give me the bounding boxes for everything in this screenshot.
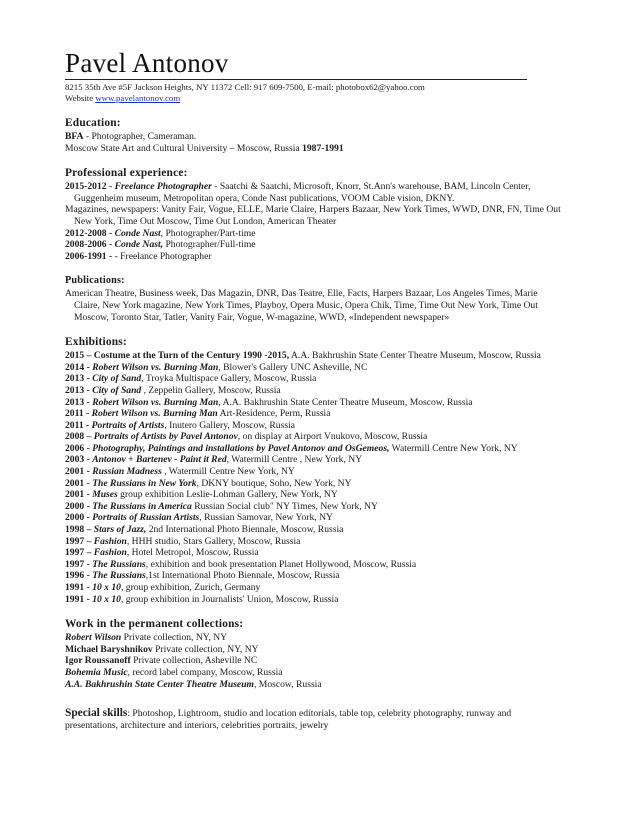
website-line — [65, 93, 565, 104]
resume-page — [65, 48, 565, 731]
publications-title: Publications: — [65, 275, 125, 287]
body-text: 2nd International Photo Biennale, Moscow, Russia — [146, 524, 344, 536]
emphasis-text: 1997 - — [65, 558, 93, 570]
applicant-name: Pavel Antonov — [65, 48, 229, 78]
entry-line — [65, 570, 565, 582]
body-text: Photographer/Full-time — [163, 239, 256, 251]
emphasis-text: 2012-2008 - — [65, 227, 115, 239]
body-text: , exhibition and book presentation Planet Hollywood, Moscow, Russia — [145, 558, 417, 570]
emphasis-text: 2015-2012 - — [65, 181, 115, 193]
emphasis-text: Robert Wilson vs. Burning Man — [92, 396, 219, 408]
entry-line — [65, 667, 565, 679]
body-text: , on display at Airport Vnukovo, Moscow, Russia — [237, 431, 428, 443]
body-text: , Zeppelin Gallery, Moscow, Russia — [141, 384, 281, 396]
entry-line — [65, 501, 565, 513]
experience-section — [65, 166, 565, 262]
entry-line — [65, 466, 565, 478]
emphasis-text: 2006-1991 - — [65, 250, 113, 262]
collections-title: Work in the permanent collections: — [65, 618, 244, 631]
emphasis-text: Michael Baryshnikov — [65, 643, 153, 655]
entry-line — [65, 582, 565, 594]
emphasis-text: 1991 - — [65, 593, 93, 605]
entry-line — [65, 431, 565, 443]
emphasis-text: 2006 - — [65, 442, 93, 454]
emphasis-text: A.A. Bakhrushin State Center Theatre Museum — [65, 678, 254, 690]
emphasis-text: 2013 - — [65, 373, 93, 385]
emphasis-text: City of Sand — [92, 384, 142, 396]
entry-line — [65, 288, 565, 323]
emphasis-text: 2001 - — [65, 489, 93, 501]
website-link[interactable]: www.pavelantonov.com — [95, 93, 181, 103]
body-text: , A.A. Bakhrushin State Center Theatre Museum, Moscow, Russia — [218, 396, 473, 408]
body-text: Moscow State Art and Cultural University – Moscow, Russia — [65, 142, 303, 154]
body-text: - Photographer, Cameraman. — [83, 131, 197, 142]
body-text: Private collection, NY, NY — [152, 643, 259, 655]
entry-line — [65, 131, 565, 143]
body-text: Art-Residence, Perm, Russia — [217, 408, 331, 420]
entry-line — [65, 443, 565, 455]
emphasis-text: 2011 - — [65, 419, 92, 431]
emphasis-text: Russian Madness — [92, 466, 162, 478]
emphasis-text: Stars of Jazz, — [93, 524, 147, 536]
emphasis-text: The Russians in New York — [92, 477, 197, 489]
emphasis-text: Photography, Paintings and installations by Pavel Antonov and OsGemeos, — [92, 442, 390, 454]
emphasis-text: 10 x 10 — [92, 593, 121, 605]
body-text: , Watermill Centre New York, NY — [161, 466, 295, 478]
body-text: , Hotel Metropol, Moscow, Russia — [126, 547, 259, 559]
emphasis-text: 2008 – — [65, 431, 94, 443]
body-text: - Freelance Photographer — [112, 250, 212, 262]
entry-line — [65, 373, 565, 385]
emphasis-text: 2014 - — [65, 361, 93, 373]
entry-line — [65, 251, 565, 263]
entry-line — [65, 454, 565, 466]
entry-line — [65, 362, 565, 374]
emphasis-text: Conde Nast — [114, 227, 161, 239]
emphasis-text: Fashion — [93, 535, 127, 547]
entry-line — [65, 397, 565, 409]
education-section — [65, 116, 565, 154]
body-text: American Theatre, Business week, Das Magazin, DNR, Das Teatre, Elle, Facts, Harpers Bazaar, Los Angeles Times, Marie Claire, New York magazine, New York Times, Playboy, Opera Music, Opera Chik, Time, Time Out New York, Time Out Moscow, Toronto Star, Tatler, Vanity Fair, Vogue, W-magazine, WWD, «Independent newspaper» — [65, 288, 538, 323]
exhibitions-title: Exhibitions: — [65, 336, 127, 349]
emphasis-text: Igor Roussanoff — [65, 655, 131, 667]
entry-line — [65, 181, 565, 204]
emphasis-text: City of Sand — [92, 373, 142, 385]
body-text: , Troyka Multispace Gallery, Moscow, Russia — [141, 373, 317, 385]
emphasis-text: Conde Nast, — [114, 239, 164, 251]
entry-line — [65, 559, 565, 571]
entry-line — [65, 385, 565, 397]
entry-line — [65, 489, 565, 501]
entry-line — [65, 632, 565, 644]
emphasis-text: The Russians — [92, 570, 146, 582]
skills-section — [65, 708, 565, 731]
body-text: , Watermill Centre , New York, NY — [226, 454, 363, 466]
entry-line — [65, 408, 565, 420]
publications-lines — [65, 288, 565, 323]
emphasis-text: 2000 - — [65, 500, 93, 512]
education-title: Education: — [65, 117, 121, 129]
body-text: , Moscow, Russia — [254, 678, 322, 690]
emphasis-text: 10 x 10 — [92, 582, 121, 593]
entry-line — [65, 420, 565, 432]
entry-line — [65, 547, 565, 559]
entry-line — [65, 536, 565, 548]
emphasis-text: 1997 – — [65, 547, 94, 559]
body-text: Private collection, Asheville NC — [130, 655, 258, 667]
publications-section — [65, 274, 565, 323]
contact-info: 8215 35th Ave #5F Jackson Heights, NY 11372 Cell: 917 609-7500, E-mail: photobox62@yahoo.com — [65, 82, 425, 92]
body-text: A.A. Bakhrushin State Center Theatre Museum, Moscow, Russia — [289, 350, 541, 362]
body-text: , HHH studio, Stars Gallery, Moscow, Russia — [126, 535, 301, 547]
emphasis-text: The Russians — [92, 558, 146, 570]
exhibitions-section — [65, 335, 565, 605]
name-underline — [65, 48, 527, 80]
website-label: Website — [65, 93, 96, 103]
body-text: , Russian Samovar, New York, NY — [199, 512, 333, 524]
entry-line — [65, 204, 565, 227]
body-text: ,1st International Photo Biennale, Moscow, Russia — [145, 570, 340, 582]
emphasis-text: 2001 - — [65, 466, 93, 478]
emphasis-text: BFA — [65, 131, 84, 142]
emphasis-text: Robert Wilson vs. Burning Man — [92, 361, 219, 373]
emphasis-text: The Russians in America — [92, 500, 192, 512]
emphasis-text: 2015 – Costume at the Turn of the Century 1990 -2015, — [65, 350, 290, 362]
entry-line — [65, 239, 565, 251]
body-text: , Blower's Gallery UNC Asheville, NC — [218, 361, 368, 373]
emphasis-text: Fashion — [93, 547, 127, 559]
body-text: Magazines, newspapers: Vanity Fair, Vogue, ELLE, Marie Claire, Harpers Bazaar, New York Times, WWD, DNR, FN, Time Out New York, Time Out Moscow, Time Out London, American Theater — [65, 204, 561, 227]
entry-line — [65, 478, 565, 490]
experience-title: Professional experience: — [65, 167, 188, 180]
emphasis-text: Bohemia Music — [65, 666, 128, 678]
emphasis-text: 1991 - — [65, 582, 93, 593]
exhibitions-lines — [65, 350, 565, 605]
emphasis-text: 1987-1991 — [302, 142, 344, 154]
emphasis-text: 1996 - — [65, 570, 93, 582]
entry-line — [65, 679, 565, 691]
emphasis-text: 2000 - — [65, 512, 93, 524]
collections-lines — [65, 632, 565, 690]
emphasis-text: Robert Wilson — [65, 632, 122, 644]
emphasis-text: 1997 – — [65, 535, 94, 547]
education-lines — [65, 131, 565, 154]
entry-line — [65, 644, 565, 656]
body-text: , record label company, Moscow, Russia — [127, 666, 283, 678]
experience-lines — [65, 181, 565, 262]
emphasis-text: Portraits of Russian Artists — [92, 512, 200, 524]
body-text: Russian Social club" NY Times, New York, NY — [191, 500, 378, 512]
emphasis-text: Portraits of Artists — [91, 419, 165, 431]
collections-section — [65, 617, 565, 690]
skills-text: : Photoshop, Lightroom, studio and location editorials, table top, celebrity photography, runway and presentations, architecture and interiors, celebrities portraits, jewelry — [65, 708, 512, 731]
skills-title: Special skills — [65, 707, 128, 720]
entry-line — [65, 512, 565, 524]
emphasis-text: 2008-2006 - — [65, 239, 115, 251]
emphasis-text: Muses — [92, 489, 118, 501]
entry-line — [65, 594, 565, 606]
entry-line — [65, 524, 565, 536]
body-text: , Photographer/Part-time — [160, 227, 256, 239]
emphasis-text: 2013 - — [65, 396, 93, 408]
body-text: group exhibition Leslie-Lohman Gallery, New York, NY — [117, 489, 338, 501]
body-text: , Inutero Gallery, Moscow, Russia — [164, 419, 295, 431]
emphasis-text: Freelance Photographer — [114, 181, 212, 193]
emphasis-text: 2003 - — [65, 454, 93, 466]
body-text: , group exhibition, Zurich, Germany — [120, 582, 261, 593]
emphasis-text: Portraits of Artists by Pavel Antonov — [93, 431, 238, 443]
emphasis-text: 1998 – — [65, 524, 94, 536]
emphasis-text: 2001 - — [65, 477, 93, 489]
body-text: Watermill Centre New York, NY — [389, 442, 518, 454]
body-text: Private collection, NY, NY — [121, 632, 228, 644]
emphasis-text: Antonov + Bartenev - Paint it Red — [92, 454, 227, 466]
emphasis-text: 2011 - — [65, 408, 92, 420]
entry-line — [65, 350, 565, 362]
entry-line — [65, 143, 565, 155]
emphasis-text: Robert Wilson vs. Burning Man — [91, 408, 218, 420]
body-text: , group exhibition in Journalists' Union, Moscow, Russia — [120, 593, 339, 605]
entry-line — [65, 228, 565, 240]
emphasis-text: 2013 - — [65, 384, 93, 396]
entry-line — [65, 655, 565, 667]
body-text: - Saatchi & Saatchi, Microsoft, Knorr, St.Ann's warehouse, BAM, Lincoln Center, Guggenheim museum, Metropolitan opera, Conde Nast publications, VOOM Cable vision, DKNY. — [74, 181, 531, 204]
body-text: , DKNY boutique, Soho, New York, NY — [196, 477, 352, 489]
